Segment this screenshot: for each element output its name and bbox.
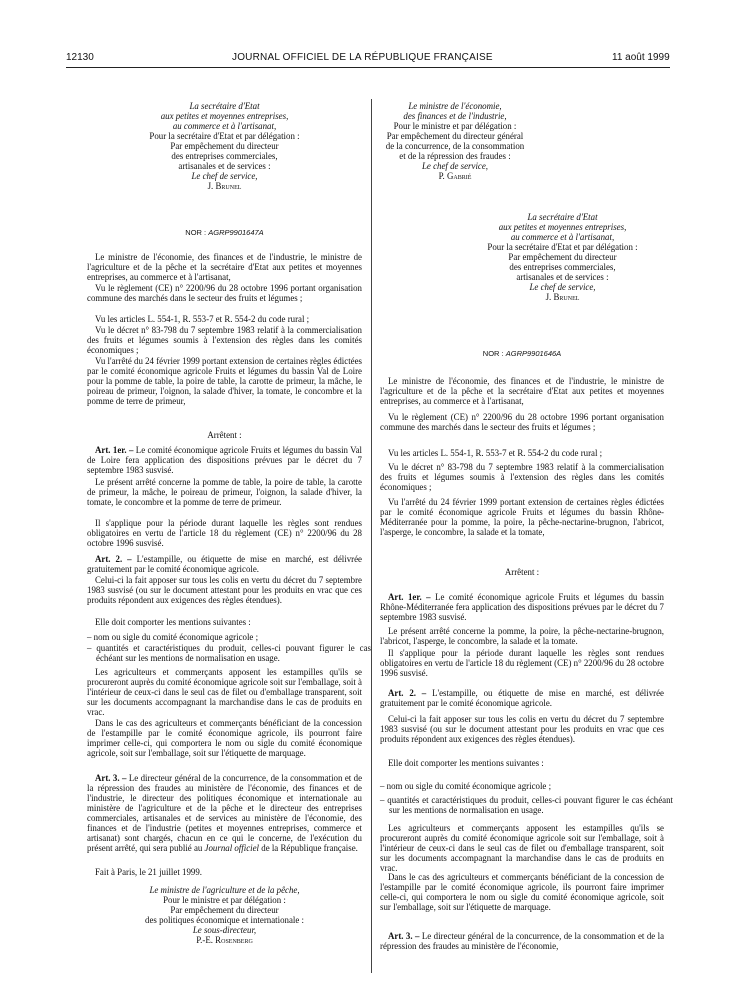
signature-block: La secrétaire d'Etat aux petites et moyennes entreprises, au commerce et à l'artisanat, Pour la secrétaire d'Etat et par délégation : Par empêchement du directeur des entreprises commerciales, artisanales et de services : Le chef de service, J. Brunel (470, 212, 655, 302)
column-divider (371, 99, 372, 973)
article-1: Art. 1er. – Le comité économique agricole Fruits et légumes du bassin Val de Loire fera application des dispositions prévues par le décret du 7 septembre 1983 susvisé. (87, 445, 363, 475)
signatory-name: P.-E. Rosenberg (196, 935, 253, 945)
signature-block: Le ministre de l'économie, des finances et de l'industrie, Pour le ministre et par délégation : Par empêchement du directeur général de la concurrence, de la consommation et de la répression des fraudes : Le chef de service, P. Gabrié (370, 101, 540, 181)
article-paragraph: Celui-ci la fait apposer sur tous les colis en vertu du décret du 7 septembre 1983 susvisé (ou sur le document attestant pour les produits en vrac que ces produits répondent aux exigences des règles étendues). (87, 575, 362, 605)
signature-block: Le ministre de l'agriculture et de la pêche, Pour le ministre et par délégation : Par empêchement du directeur des politiques économique et internationale : Le sous-directeur, P.-E. Rosenberg (87, 885, 362, 945)
list-item: – nom ou sigle du comité économique agricole ; (380, 781, 552, 791)
article-paragraph: Elle doit comporter les mentions suivantes : (95, 617, 251, 627)
signatory-name: P. Gabrié (438, 171, 472, 181)
article-paragraph: Le présent arrêté concerne la pomme de table, la poire de table, la carotte de primeur, la mâche, le poireau de primeur, l'oignon, la salade d'hiver, la tomate, le concombre et la pomme de terre de primeur. (87, 477, 362, 507)
issue-date: 11 août 1999 (612, 52, 670, 63)
page-header (0, 0, 731, 66)
article-2: Art. 2. – L'estampille, ou étiquette de mise en marché, est délivrée gratuitement par le comité économique agricole. (380, 688, 664, 708)
header-rule (66, 67, 670, 68)
article-paragraph: Il s'applique pour la période durant laquelle les règles sont rendues obligatoires en vertu de l'article 18 du règlement (CE) n° 2200/96 du 28 octobre 1996 susvisé. (87, 518, 362, 548)
visa-paragraph: Vu le règlement (CE) n° 2200/96 du 28 octobre 1996 portant organisation commune des marchés dans le secteur des fruits et légumes ; (87, 283, 362, 303)
arretent-heading: Arrêtent : (207, 430, 242, 440)
article-paragraph: Les agriculteurs et commerçants apposent les estampilles qu'ils se procureront auprès du comité économique agricole soit sur l'emballage, soit à l'intérieur de ceux-ci dans le seul cas de filet ou d'emballage transparent, soit sur les documents accompagnant la marchandise dans le cas de produits en vrac. (87, 667, 362, 717)
article-3: Art. 3. – Le directeur général de la concurrence, de la consommation et de la répression des fraudes au ministère de l'économie, (380, 931, 665, 951)
preamble-paragraph: Le ministre de l'économie, des finances et de l'industrie, le ministre de l'agriculture et de la pêche et la secrétaire d'Etat aux petites et moyennes entreprises, au commerce et à l'artisanat, (87, 252, 362, 282)
visa-paragraph: Vu le décret n° 83-798 du 7 septembre 1983 relatif à la commercialisation des fruits et légumes soumis à l'extension des règles dans les comités économiques ; (87, 325, 362, 355)
signatory-name: J. Brunel (545, 292, 580, 302)
article-paragraph: Dans le cas des agriculteurs et commerçants bénéficiant de la concession de l'estampille par le comité économique agricole, ils pourront faire imprimer celle-ci, qui comportera le nom ou sigle du comité économique agricole, soit sur l'emballage, soit sur l'étiquette de marquage. (87, 718, 362, 758)
list-item: – quantités et caractéristiques du produit, celles-ci pouvant figurer le cas échéant sur les mentions de normalisation en usage. (87, 643, 371, 663)
visa-paragraph: Vu le règlement (CE) n° 2200/96 du 28 octobre 1996 portant organisation commune des marchés dans le secteur des fruits et légumes ; (380, 412, 664, 432)
article-paragraph: Dans le cas des agriculteurs et commerçants bénéficiant de la concession de l'estampille par le comité économique agricole, ils pourront faire imprimer celle-ci, qui comportera le nom ou sigle du comité économique agricole, soit sur l'emballage, soit sur l'étiquette de marquage. (380, 872, 664, 912)
article-3: Art. 3. – Le directeur général de la concurrence, de la consommation et de la répression des fraudes au ministère de l'économie, des finances et de l'industrie, le directeur des politiques économique et internationale au ministère de l'agriculture et de la pêche et le directeur des entreprises commerciales, artisanales et de services au ministère de l'économie, des finances et de l'industrie (petites et moyennes entreprises, commerce et artisanat) sont chargés, chacun en ce qui le concerne, de l'exécution du présent arrêté, qui sera publié au Journal officiel de la République française. (87, 773, 363, 853)
nor-reference: NOR : AGRP9901647A (185, 228, 264, 237)
nor-reference: NOR : AGRP9901646A (482, 349, 562, 358)
article-paragraph: Les agriculteurs et commerçants apposent les estampilles qu'ils se procureront auprès du comité économique agricole soit sur l'emballage, soit à l'intérieur de ceux-ci dans le seul cas de filet ou d'emballage transparent, soit sur les documents accompagnant la marchandise dans le cas de produits en vrac. (380, 823, 664, 873)
signature-block: La secrétaire d'Etat aux petites et moyennes entreprises, au commerce et à l'artisanat, Pour la secrétaire d'Etat et par délégation : Par empêchement du directeur des entreprises commerciales, artisanales et de services : Le chef de service, J. Brunel (87, 101, 362, 191)
article-paragraph: Elle doit comporter les mentions suivantes : (388, 758, 544, 768)
journal-title: JOURNAL OFFICIEL DE LA RÉPUBLIQUE FRANÇAISE (232, 52, 493, 63)
article-paragraph: Le présent arrêté concerne la pomme, la poire, la pêche-nectarine-brugnon, l'abricot, l'asperge, le concombre, la salade et la tomate. (380, 626, 664, 646)
article-paragraph: Celui-ci la fait apposer sur tous les colis en vertu du décret du 7 septembre 1983 susvisé (ou sur le document attestant pour les produits en vrac que ces produits répondent aux exigences des règles étendues). (380, 714, 664, 744)
visa-paragraph: Vu les articles L. 554-1, R. 553-7 et R. 554-2 du code rural ; (95, 314, 310, 324)
visa-paragraph: Vu l'arrêté du 24 février 1999 portant extension de certaines règles édictées par le comité économique agricole Fruits et légumes du bassin Rhône-Méditerranée pour la pomme, la poire, la pêche-nectarine-brugnon, l'abricot, l'asperge, le concombre, la salade et la tomate, (380, 497, 664, 537)
list-item: – nom ou sigle du comité économique agricole ; (87, 632, 259, 642)
article-1: Art. 1er. – Le comité économique agricole Fruits et légumes du bassin Rhône-Méditerranée fera application des dispositions prévues par le décret du 7 septembre 1983 susvisé. (380, 592, 664, 622)
visa-paragraph: Vu le décret n° 83-798 du 7 septembre 1983 relatif à la commercialisation des fruits et légumes soumis à l'extension des règles dans les comités économiques ; (380, 462, 664, 492)
visa-paragraph: Vu l'arrêté du 24 février 1999 portant extension de certaines règles édictées par le comité économique agricole Fruits et légumes du bassin Val de Loire pour la pomme de table, la poire de table, la carotte de primeur, la mâche, le poireau de primeur, l'oignon, la salade d'hiver, la tomate, le concombre et la pomme de terre de primeur, (87, 356, 362, 406)
fait-a-paris: Fait à Paris, le 21 juillet 1999. (95, 867, 202, 877)
preamble-paragraph: Le ministre de l'économie, des finances et de l'industrie, le ministre de l'agriculture et de la pêche et la secrétaire d'Etat aux petites et moyennes entreprises, au commerce et à l'artisanat, (380, 376, 664, 406)
arretent-heading: Arrêtent : (504, 567, 540, 577)
article-2: Art. 2. – L'estampille, ou étiquette de mise en marché, est délivrée gratuitement par le comité économique agricole. (87, 554, 362, 574)
visa-paragraph: Vu les articles L. 554-1, R. 553-7 et R. 554-2 du code rural ; (388, 448, 603, 458)
article-paragraph: Il s'applique pour la période durant laquelle les règles sont rendues obligatoires en vertu de l'article 18 du règlement (CE) n° 2200/96 du 28 octobre 1996 susvisé. (380, 648, 664, 678)
signatory-name: J. Brunel (207, 181, 242, 191)
list-item: – quantités et caractéristiques du produit, celles-ci pouvant figurer le cas échéant sur les mentions de normalisation en usage. (380, 795, 673, 815)
page-number: 12130 (66, 52, 94, 63)
